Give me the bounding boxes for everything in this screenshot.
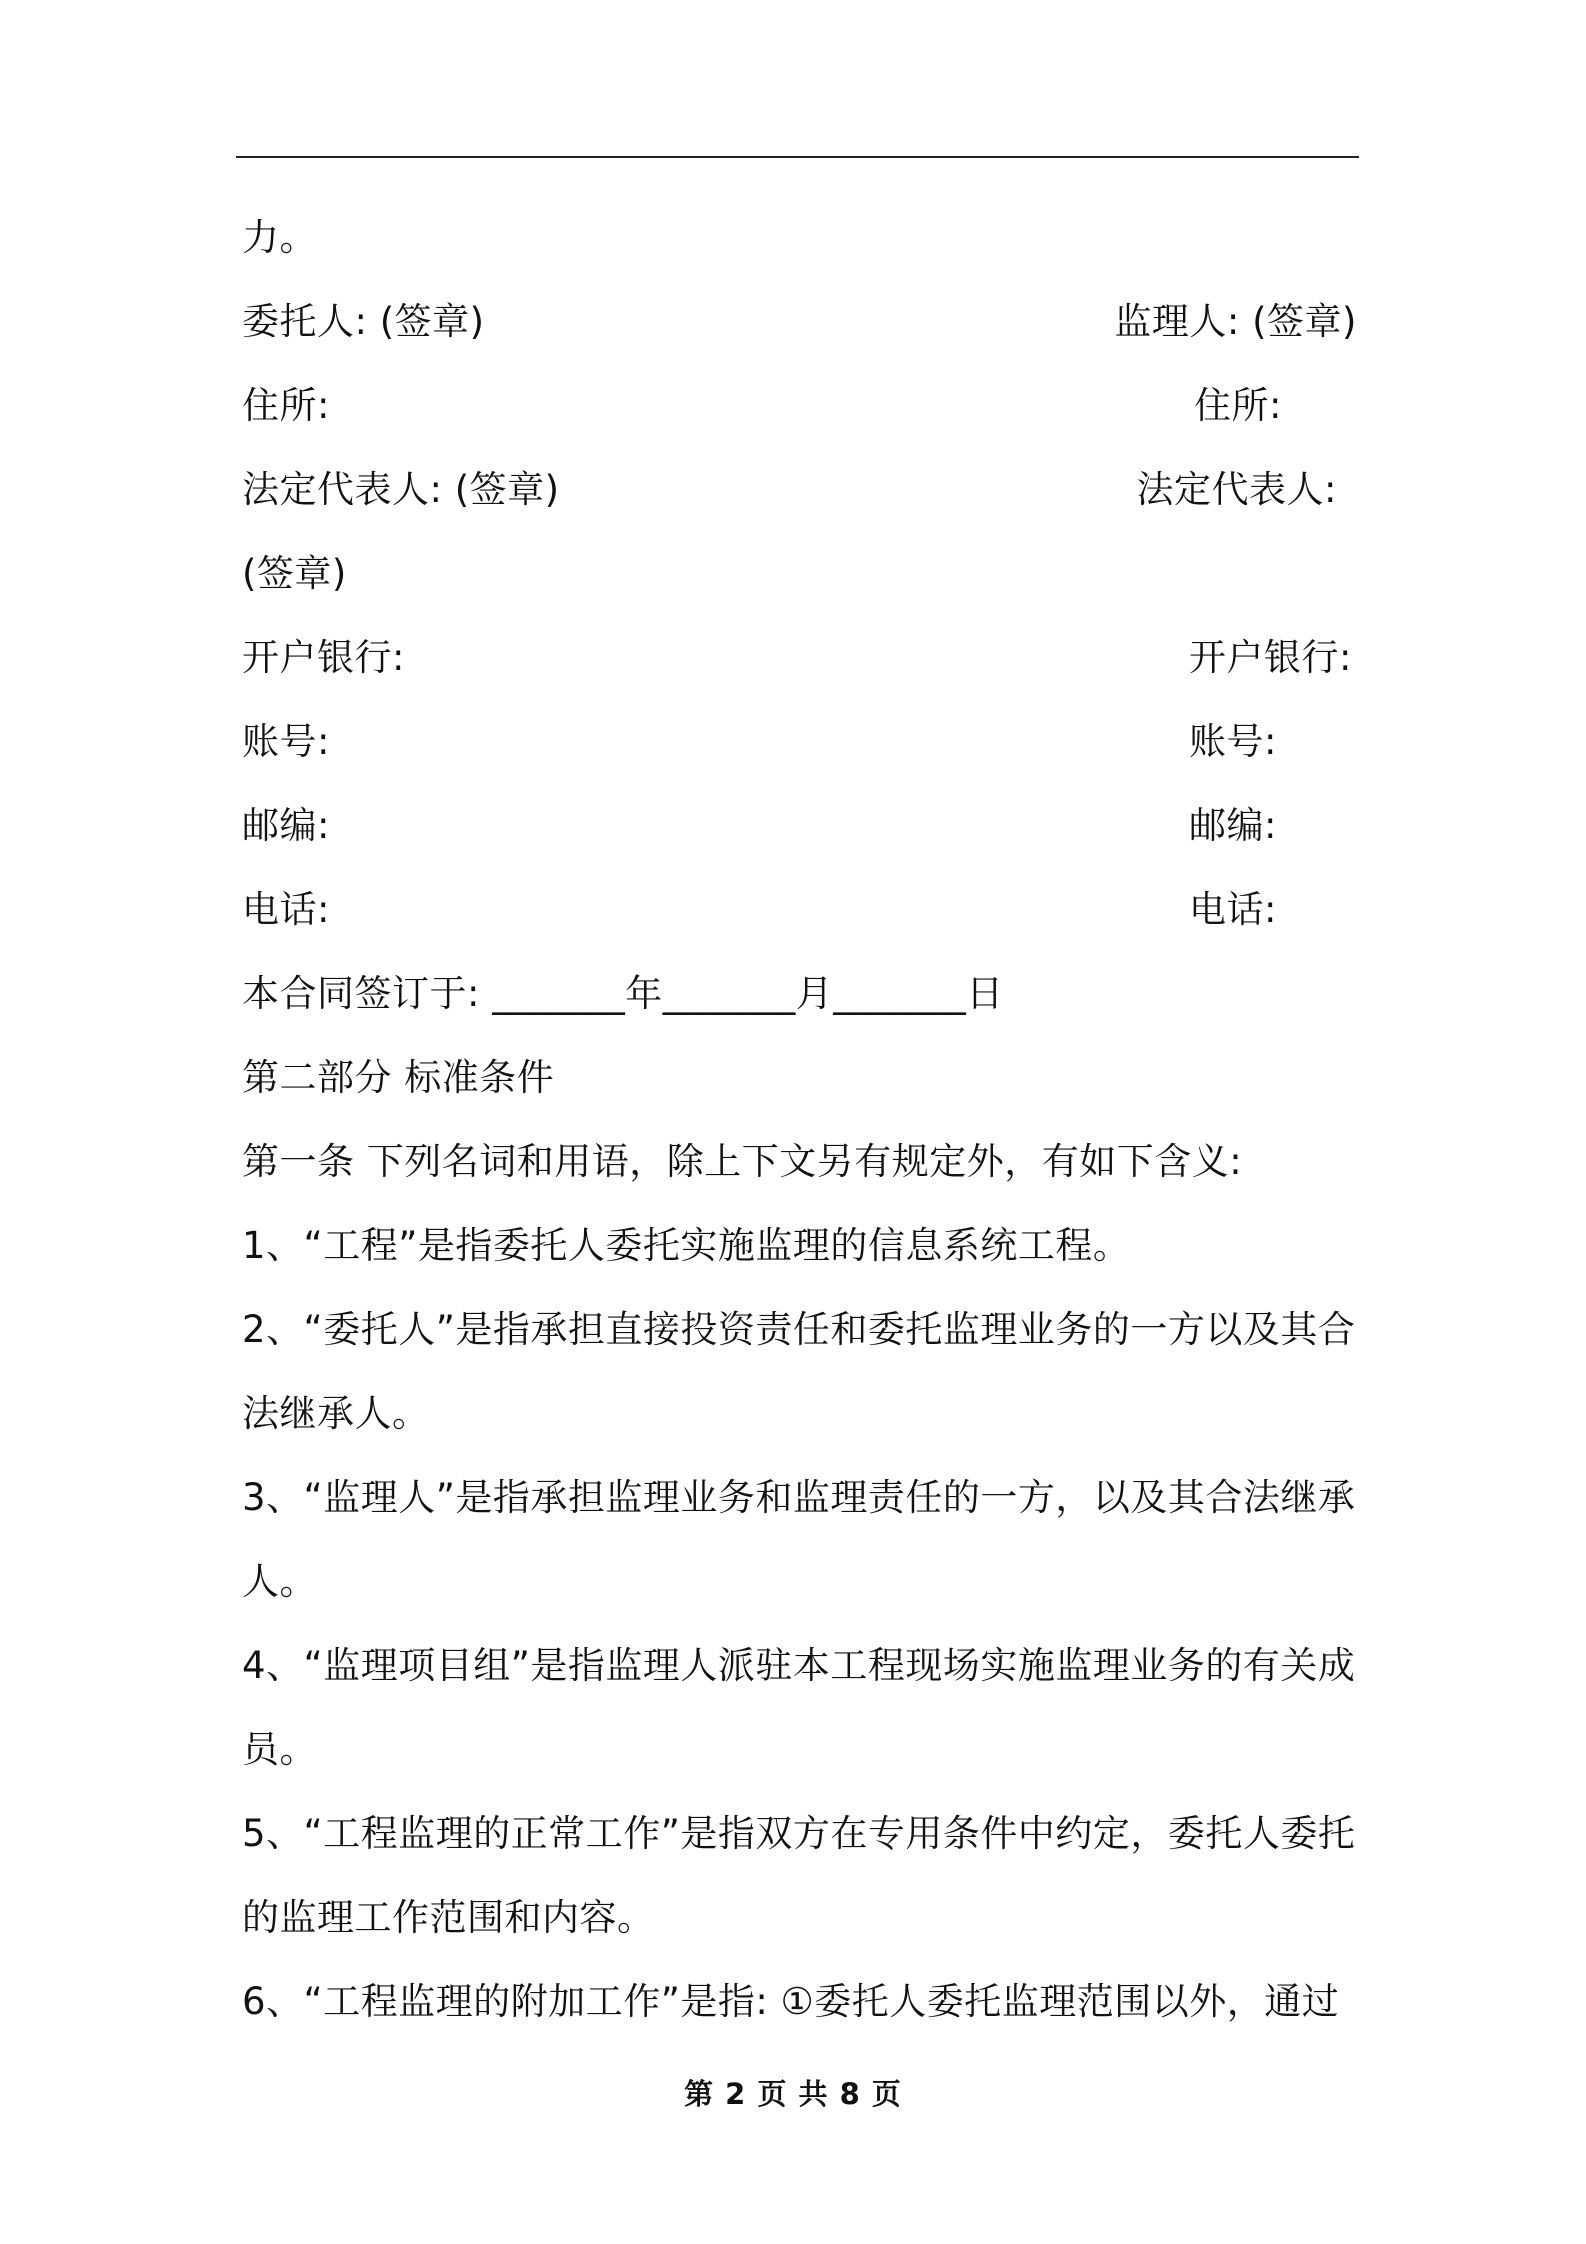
supervisor-postcode-label: 邮编: [1189, 804, 1277, 847]
signature-row [242, 280, 1357, 364]
article-heading: 第一条 下列名词和用语，除上下文另有规定外，有如下含义: [242, 1140, 1243, 1183]
client-address-label: 住所: [242, 384, 330, 427]
client-postcode-label: 邮编: [242, 804, 330, 847]
document-body [242, 196, 1357, 2044]
header-rule [236, 156, 1359, 158]
legal-rep-row [242, 448, 1357, 532]
section-heading: 第二部分 标准条件 [242, 1056, 555, 1099]
supervisor-bank-label: 开户银行: [1189, 636, 1352, 679]
page-number: 第 2 页 共 8 页 [684, 2077, 902, 2111]
postcode-row [242, 784, 1357, 868]
supervisor-account-label: 账号: [1189, 720, 1277, 763]
text-line: (签章) [242, 552, 347, 595]
definition-item: 5、“工程监理的正常工作”是指双方在专用条件中约定，委托人委托 [242, 1812, 1356, 1855]
address-row [242, 364, 1357, 448]
client-legal-rep-label: 法定代表人: (签章) [242, 468, 560, 511]
signing-date-line: 本合同签订于: _______年_______月_______日 [242, 972, 1004, 1015]
phone-row [242, 868, 1357, 952]
definition-item-continued: 员。 [242, 1728, 317, 1771]
text-line: 力。 [242, 216, 317, 259]
definition-item: 6、“工程监理的附加工作”是指: ①委托人委托监理范围以外，通过 [242, 1980, 1340, 2023]
client-account-label: 账号: [242, 720, 330, 763]
definition-item-continued: 法继承人。 [242, 1392, 430, 1435]
definition-item: 4、“监理项目组”是指监理人派驻本工程现场实施监理业务的有关成 [242, 1644, 1356, 1687]
definition-item-continued: 人。 [242, 1560, 317, 1603]
client-phone-label: 电话: [242, 888, 330, 931]
definition-item: 3、“监理人”是指承担监理业务和监理责任的一方，以及其合法继承 [242, 1476, 1356, 1519]
definition-item-continued: 的监理工作范围和内容。 [242, 1896, 655, 1939]
supervisor-legal-rep-label: 法定代表人: [1136, 468, 1337, 511]
bank-row [242, 616, 1357, 700]
definition-item: 1、“工程”是指委托人委托实施监理的信息系统工程。 [242, 1224, 1131, 1267]
account-row [242, 700, 1357, 784]
definition-item: 2、“委托人”是指承担直接投资责任和委托监理业务的一方以及其合 [242, 1308, 1356, 1351]
client-seal-label: 委托人: (签章) [242, 300, 485, 343]
supervisor-address-label: 住所: [1194, 384, 1282, 427]
client-bank-label: 开户银行: [242, 636, 405, 679]
supervisor-seal-label: 监理人: (签章) [1114, 300, 1357, 343]
supervisor-phone-label: 电话: [1189, 888, 1277, 931]
